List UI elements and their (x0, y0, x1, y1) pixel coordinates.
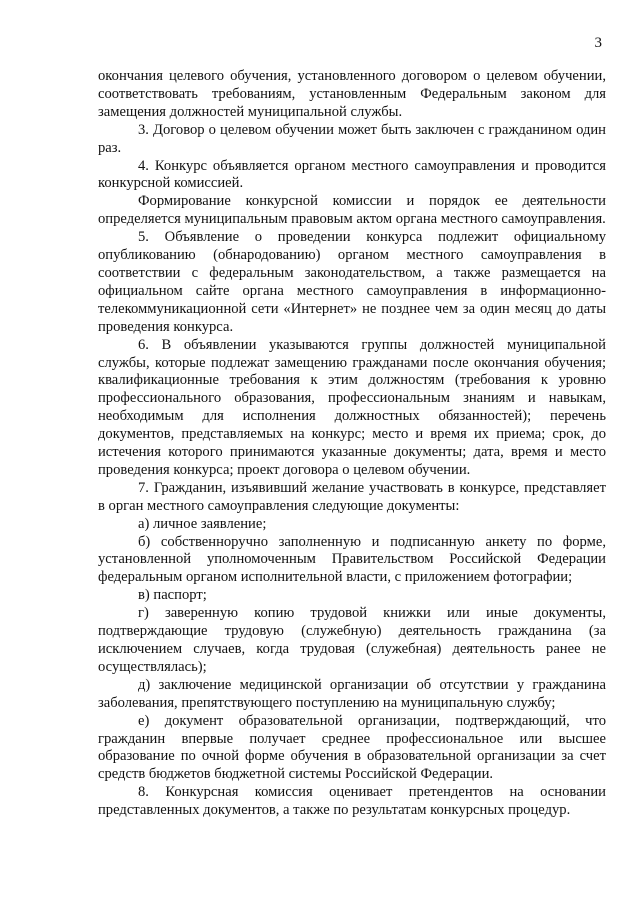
document-body (98, 68, 606, 820)
list-item: д) заключение медицинской организации об отсутствии у гражданина заболевания, препятствующего поступлению на муниципальную службу; (98, 676, 606, 711)
paragraph: 7. Гражданин, изъявивший желание участвовать в конкурсе, представляет в орган местного самоуправления следующие документы: (98, 479, 606, 514)
paragraph: 6. В объявлении указываются группы должностей муниципальной службы, которые подлежат замещению гражданами после окончания обучения; квалификационные требования к этим должностям (требования к уровню профессионального образования, профессиональным знаниям и навыкам, необходимым для исполнения должностных обязанностей); перечень документов, представляемых на конкурс; место и время их приема; срок, до истечения которого принимаются указанные документы; дата, время и место проведения конкурса; проект договора о целевом обучении. (98, 336, 606, 478)
paragraph: 5. Объявление о проведении конкурса подлежит официальному опубликованию (обнародованию) органом местного самоуправления в соответствии с федеральным законодательством, а также размещается на официальном сайте органа местного самоуправления в информационно-телекоммуникационной сети «Интернет» не позднее чем за один месяц до даты проведения конкурса. (98, 229, 606, 335)
page-number: 3 (594, 35, 602, 51)
paragraph: 8. Конкурсная комиссия оценивает претендентов на основании представленных документов, а также по результатам конкурсных процедур. (98, 784, 606, 819)
paragraph: окончания целевого обучения, установленного договором о целевом обучении, соответствовать требованиям, установленным Федеральным законом для замещения должностей муниципальной службы. (98, 68, 606, 120)
paragraph: Формирование конкурсной комиссии и порядок ее деятельности определяется муниципальным правовым актом органа местного самоуправления. (98, 193, 606, 228)
paragraph: 4. Конкурс объявляется органом местного самоуправления и проводится конкурсной комиссией. (98, 157, 606, 192)
list-item: а) личное заявление; (138, 515, 267, 532)
list-item: е) документ образовательной организации, подтверждающий, что гражданин впервые получает среднее профессиональное или высшее образование по очной форме обучения в образовательной организации за счет средств бюджетов бюджетной системы Российской Федерации. (98, 712, 606, 783)
list-item: б) собственноручно заполненную и подписанную анкету по форме, установленной уполномоченным Правительством Российской Федерации федеральным органом исполнительной власти, с приложением фотографии; (98, 533, 606, 586)
list-item: г) заверенную копию трудовой книжки или иные документы, подтверждающие трудовую (служебную) деятельность гражданина (за исключением случаев, когда трудовая (служебная) деятельность ранее не осуществлялась); (98, 605, 606, 675)
paragraph: 3. Договор о целевом обучении может быть заключен с гражданином один раз. (98, 121, 606, 156)
list-item: в) паспорт; (138, 587, 207, 604)
